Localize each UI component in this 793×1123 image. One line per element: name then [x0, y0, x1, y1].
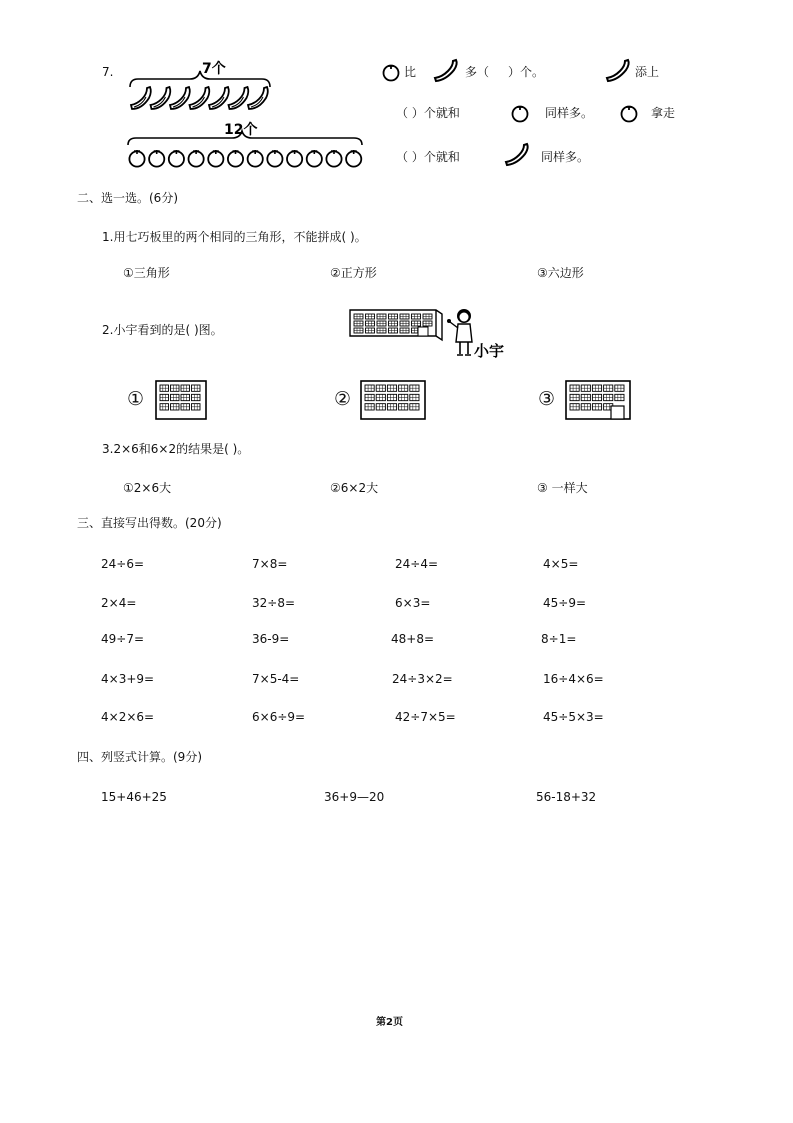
apple-icon [619, 103, 639, 123]
brace-top-label: 7个 [202, 61, 226, 77]
question-text: 1.用七巧板里的两个相同的三角形，不能拼成( )。 [102, 230, 367, 244]
compare-text: 比 [404, 65, 417, 79]
option-2[interactable]: ②正方形 [330, 266, 377, 280]
arithmetic-item: 24÷4= [395, 557, 439, 571]
option-1[interactable]: ①三角形 [123, 266, 170, 280]
arithmetic-item: 42÷7×5= [395, 710, 456, 724]
arithmetic-item: 24÷3×2= [392, 672, 453, 686]
building-scene [346, 302, 511, 362]
arithmetic-item: 24÷6= [101, 557, 145, 571]
building-option-3[interactable] [565, 380, 631, 420]
section-title: 四、列竖式计算。(9分) [77, 750, 202, 764]
apple-icon [510, 103, 530, 123]
count-text: ）个。 [508, 65, 545, 79]
option-2[interactable]: ②6×2大 [330, 481, 379, 495]
vertical-calc-item: 36+9—20 [324, 790, 385, 804]
arithmetic-item: 4×3+9= [101, 672, 155, 686]
apple-icon [248, 150, 263, 167]
arithmetic-item: 7×8= [252, 557, 288, 571]
arithmetic-item: 7×5-4= [252, 672, 300, 686]
banana-icon [503, 142, 531, 168]
banana-icon [248, 87, 268, 109]
apple-icon [228, 150, 243, 167]
question-text: 2.小宇看到的是( )图。 [102, 323, 223, 337]
option-mark-1[interactable]: ① [127, 388, 145, 410]
banana-icon [151, 87, 171, 109]
take-away-text: 拿走 [651, 106, 676, 120]
question-text: 3.2×6和6×2的结果是( )。 [102, 442, 250, 456]
option-1[interactable]: ①2×6大 [123, 481, 172, 495]
option-3[interactable]: ③六边形 [537, 266, 584, 280]
apple-icon [208, 150, 223, 167]
option-3[interactable]: ③ 一样大 [537, 481, 588, 495]
apple-icon [267, 150, 282, 167]
arithmetic-item: 49÷7= [101, 632, 145, 646]
same-text: 同样多。 [541, 150, 590, 164]
apple-icon [287, 150, 302, 167]
apple-icon [169, 150, 184, 167]
arithmetic-item: 8÷1= [541, 632, 577, 646]
banana-icon [432, 58, 460, 84]
vertical-calc-item: 56-18+32 [536, 790, 597, 804]
add-text: 添上 [635, 65, 660, 79]
arithmetic-item: 6×6÷9= [252, 710, 306, 724]
more-text: 多（ [465, 65, 490, 79]
banana-icon [604, 58, 632, 84]
arithmetic-item: 45÷9= [543, 596, 587, 610]
building-option-1[interactable] [155, 380, 207, 420]
blank-count-text: （ ）个就和 [396, 150, 460, 164]
apple-icon [307, 150, 322, 167]
option-mark-2[interactable]: ② [334, 388, 352, 410]
apple-icon [346, 150, 361, 167]
apple-icon [189, 150, 204, 167]
brace-bottom-label: 12个 [224, 122, 258, 138]
arithmetic-item: 45÷5×3= [543, 710, 604, 724]
arithmetic-item: 4×5= [543, 557, 579, 571]
apple-icon [326, 150, 341, 167]
banana-icon [170, 87, 190, 109]
arithmetic-item: 2×4= [101, 596, 137, 610]
page-number: 第2页 [376, 1017, 403, 1028]
arithmetic-item: 48+8= [391, 632, 435, 646]
banana-icon [209, 87, 229, 109]
vertical-calc-item: 15+46+25 [101, 790, 167, 804]
blank-count-text: （ ）个就和 [396, 106, 460, 120]
arithmetic-item: 4×2×6= [101, 710, 155, 724]
same-text: 同样多。 [545, 106, 594, 120]
building-option-2[interactable] [360, 380, 426, 420]
arithmetic-item: 36-9= [252, 632, 290, 646]
question-number: 7. [102, 65, 114, 79]
person-label: 小宇 [474, 342, 505, 360]
brace-diagram [124, 55, 369, 175]
arithmetic-item: 16÷4×6= [543, 672, 604, 686]
section-title: 三、直接写出得数。(20分) [77, 516, 222, 530]
banana-icon [190, 87, 210, 109]
banana-icon [229, 87, 249, 109]
apple-icon [149, 150, 164, 167]
banana-icon [131, 87, 151, 109]
option-mark-3[interactable]: ③ [538, 388, 556, 410]
section-title: 二、选一选。(6分) [77, 191, 178, 205]
arithmetic-item: 32÷8= [252, 596, 296, 610]
apple-icon [129, 150, 144, 167]
apple-icon [381, 62, 401, 82]
arithmetic-item: 6×3= [395, 596, 431, 610]
